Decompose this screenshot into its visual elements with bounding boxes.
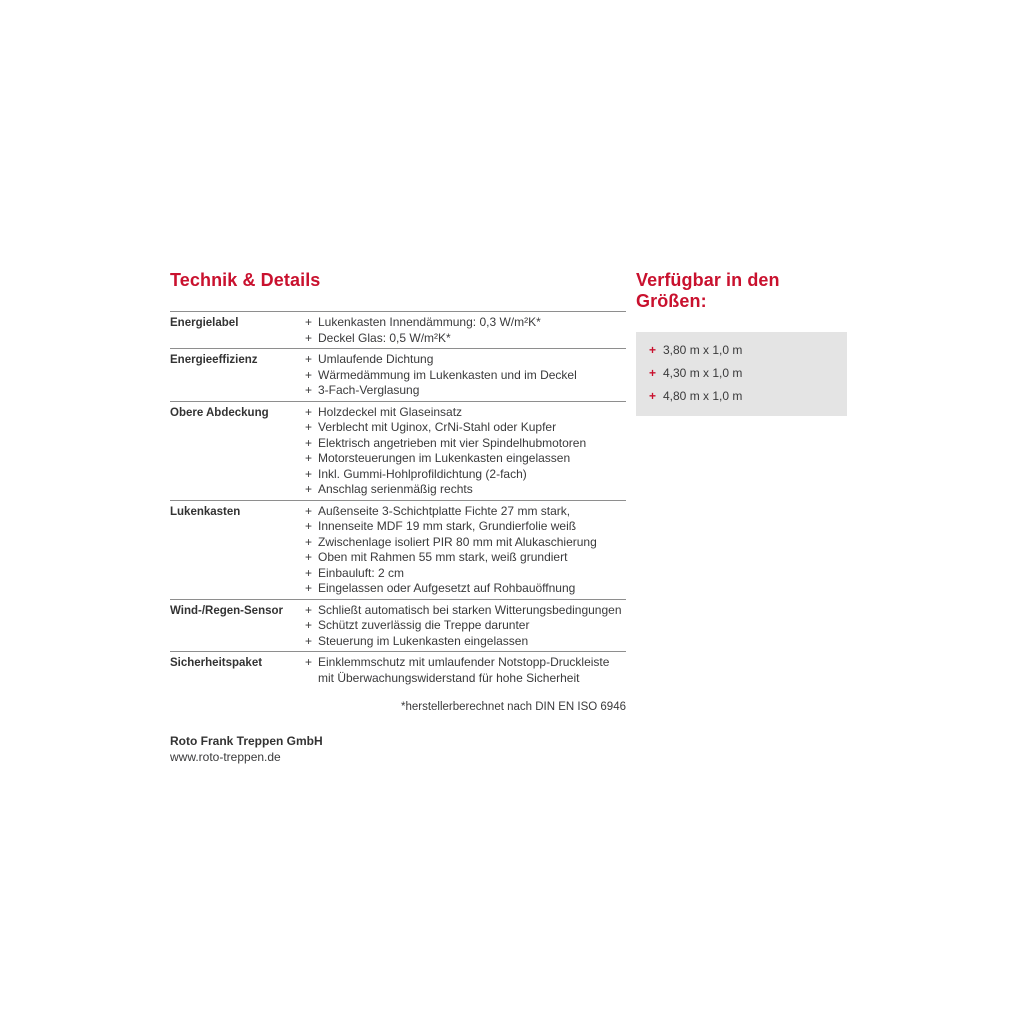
- spec-item: [305, 467, 626, 483]
- spec-items: [305, 655, 626, 686]
- plus-bullet: +: [305, 618, 313, 632]
- spec-label: Sicherheitspaket: [170, 657, 263, 669]
- plus-bullet: +: [305, 519, 313, 533]
- spec-item: [305, 618, 626, 634]
- spec-item-text: Verblecht mit Uginox, CrNi-Stahl oder Kupfer: [318, 420, 557, 434]
- spec-item-text: Schützt zuverlässig die Treppe darunter: [318, 618, 530, 632]
- spec-label: Energieeffizienz: [170, 354, 258, 366]
- spec-row-obere-abdeckung: [170, 401, 626, 500]
- website-link[interactable]: www.roto-treppen.de: [170, 749, 281, 764]
- spec-item-text: Innenseite MDF 19 mm stark, Grundierfolie weiß: [318, 519, 577, 533]
- spec-item: [305, 436, 626, 452]
- spec-item: [305, 331, 626, 347]
- size-item: [649, 385, 847, 408]
- spec-items: [305, 504, 626, 597]
- spec-item: [305, 634, 626, 650]
- spec-item: [305, 368, 626, 384]
- spec-item-text: Steuerung im Lukenkasten eingelassen: [318, 633, 529, 648]
- plus-bullet: +: [305, 315, 313, 329]
- plus-bullet: +: [305, 581, 313, 595]
- size-item-text: 3,80 m x 1,0 m: [663, 343, 743, 357]
- plus-bullet: +: [305, 565, 313, 580]
- sizes-box: [636, 332, 847, 416]
- spec-item-text: Lukenkasten Innendämmung: 0,3 W/m²K*: [318, 315, 541, 329]
- spec-item-text: Holzdeckel mit Glaseinsatz: [318, 404, 463, 419]
- spec-items: [305, 603, 626, 650]
- spec-row-wind-regen-sensor: [170, 599, 626, 652]
- spec-item-text: Außenseite 3-Schichtplatte Fichte 27 mm stark,: [318, 503, 571, 518]
- plus-bullet: +: [649, 389, 657, 403]
- plus-bullet: +: [305, 550, 313, 564]
- spec-item: [305, 519, 626, 535]
- plus-bullet-empty: [305, 671, 318, 687]
- plus-bullet: +: [649, 343, 657, 357]
- section-title-sizes: Verfügbar in den Größen:: [636, 270, 780, 311]
- size-item-text: 4,80 m x 1,0 m: [663, 389, 743, 403]
- spec-item: [305, 566, 626, 582]
- spec-row-lukenkasten: [170, 500, 626, 599]
- spec-item-text: Einbauluft: 2 cm: [318, 565, 405, 580]
- spec-item: [305, 451, 626, 467]
- spec-items: [305, 405, 626, 498]
- plus-bullet: +: [305, 420, 313, 434]
- spec-item-text: Eingelassen oder Aufgesetzt auf Rohbauöffnung: [318, 581, 576, 595]
- size-item: [649, 362, 847, 385]
- plus-bullet: +: [305, 466, 313, 481]
- spec-item: [305, 420, 626, 436]
- plus-bullet: +: [649, 366, 657, 380]
- spec-table: [170, 311, 626, 688]
- spec-item-text: mit Überwachungswiderstand für hohe Sicherheit: [318, 670, 580, 685]
- section-title-technik: Technik & Details: [170, 270, 321, 290]
- plus-bullet: +: [305, 503, 313, 518]
- plus-bullet: +: [305, 451, 313, 465]
- spec-row-energielabel: [170, 311, 626, 348]
- spec-item-text: Einklemmschutz mit umlaufender Notstopp-Druckleiste: [318, 655, 610, 669]
- spec-item-continuation: [305, 671, 626, 687]
- plus-bullet: +: [305, 482, 313, 496]
- sizes-section: [636, 270, 847, 416]
- plus-bullet: +: [305, 352, 313, 366]
- spec-row-energieeffizienz: [170, 348, 626, 401]
- plus-bullet: +: [305, 534, 313, 549]
- plus-bullet: +: [305, 602, 313, 617]
- plus-bullet: +: [305, 633, 313, 648]
- spec-item: [305, 535, 626, 551]
- plus-bullet: +: [305, 404, 313, 419]
- spec-item: [305, 550, 626, 566]
- spec-items: [305, 352, 626, 399]
- company-block: [170, 734, 626, 765]
- spec-item-text: Inkl. Gummi-Hohlprofildichtung (2-fach): [318, 466, 527, 481]
- plus-bullet: +: [305, 330, 313, 345]
- spec-item: [305, 405, 626, 421]
- plus-bullet: +: [305, 655, 313, 669]
- spec-item: [305, 504, 626, 520]
- footnote: *herstellerberechnet nach DIN EN ISO 6946: [400, 701, 626, 713]
- spec-item: [305, 315, 626, 331]
- technik-details-section: [170, 270, 626, 765]
- spec-label: Wind-/Regen-Sensor: [170, 604, 283, 617]
- spec-item-text: Oben mit Rahmen 55 mm stark, weiß grundiert: [318, 550, 568, 564]
- spec-label: Energielabel: [170, 317, 239, 329]
- spec-item-text: Wärmedämmung im Lukenkasten und im Deckel: [318, 367, 577, 382]
- spec-item-text: Motorsteuerungen im Lukenkasten eingelassen: [318, 451, 571, 465]
- spec-item: [305, 352, 626, 368]
- plus-bullet: +: [305, 367, 313, 382]
- spec-item: [305, 655, 626, 671]
- spec-item: [305, 581, 626, 597]
- size-item: [649, 339, 847, 362]
- spec-item-text: Elektrisch angetrieben mit vier Spindelhubmotoren: [318, 435, 587, 450]
- spec-item-text: 3-Fach-Verglasung: [318, 383, 420, 397]
- plus-bullet: +: [305, 383, 313, 397]
- spec-row-sicherheitspaket: [170, 651, 626, 688]
- spec-item-text: Schließt automatisch bei starken Witterungsbedingungen: [318, 602, 622, 617]
- spec-item-text: Anschlag serienmäßig rechts: [318, 482, 473, 496]
- size-item-text: 4,30 m x 1,0 m: [663, 366, 743, 380]
- spec-item-text: Deckel Glas: 0,5 W/m²K*: [318, 330, 451, 345]
- spec-item: [305, 383, 626, 399]
- company-name: Roto Frank Treppen GmbH: [170, 734, 323, 748]
- spec-item-text: Zwischenlage isoliert PIR 80 mm mit Alukaschierung: [318, 534, 597, 549]
- spec-label: Obere Abdeckung: [170, 406, 269, 419]
- spec-item: [305, 482, 626, 498]
- plus-bullet: +: [305, 435, 313, 450]
- spec-item-text: Umlaufende Dichtung: [318, 352, 434, 366]
- spec-items: [305, 315, 626, 346]
- spec-label: Lukenkasten: [170, 505, 241, 518]
- spec-item: [305, 603, 626, 619]
